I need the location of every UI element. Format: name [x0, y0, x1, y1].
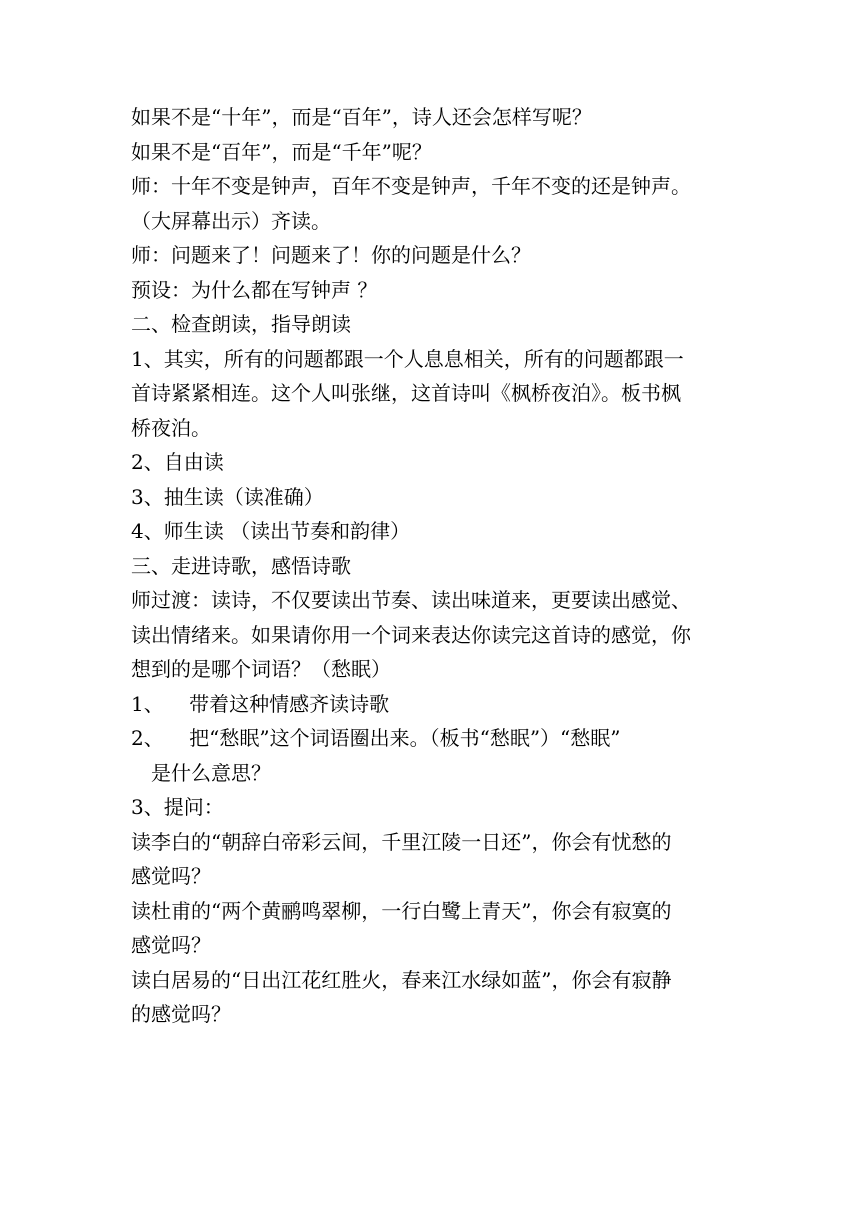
text-line: 师：十年不变是钟声，百年不变是钟声，千年不变的还是钟声。 [131, 174, 691, 198]
text-line: 师过渡：读诗，不仅要读出节奏、读出味道来，更要读出感觉、 [131, 588, 691, 612]
text-line: 2、 把“愁眠”这个词语圈出来。（板书“愁眠”）“愁眠” [131, 726, 621, 750]
text-line: 的感觉吗？ [131, 1002, 231, 1026]
text-line: 读杜甫的“两个黄鹂鸣翠柳，一行白鹭上青天”，你会有寂寞的 [131, 898, 672, 923]
text-line: 是什么意思？ [151, 760, 271, 785]
text-line: 首诗紧紧相连。这个人叫张继，这首诗叫《枫桥夜泊》。板书枫 [131, 381, 681, 405]
text-line: 1、 带着这种情感齐读诗歌 [131, 691, 390, 716]
section-heading: 三、走进诗歌，感悟诗歌 [131, 553, 351, 578]
text-line: 感觉吗？ [131, 864, 211, 888]
text-line: 3、抽生读（读准确） [131, 484, 324, 509]
text-line: 感觉吗？ [131, 933, 211, 957]
section-heading: 二、检查朗读，指导朗读 [131, 312, 351, 336]
text-line: 师：问题来了！问题来了！你的问题是什么？ [131, 243, 531, 267]
text-line: 如果不是“百年”，而是“千年”呢？ [131, 139, 432, 164]
text-line: 1、其实，所有的问题都跟一个人息息相关，所有的问题都跟一 [131, 346, 684, 371]
text-line: 想到的是哪个词语？（愁眠） [131, 657, 391, 681]
text-line: 读出情绪来。如果请你用一个词来表达你读完这首诗的感觉，你 [131, 622, 691, 647]
text-line: （大屏幕出示）齐读。 [131, 208, 331, 233]
document-body [131, 100, 731, 1032]
text-line: 读白居易的“日出江花红胜火，春来江水绿如蓝”，你会有寂静 [131, 967, 672, 992]
text-line: 读李白的“朝辞白帝彩云间，千里江陵一日还”，你会有忧愁的 [131, 829, 672, 854]
text-line: 如果不是“十年”，而是“百年”，诗人还会怎样写呢？ [131, 105, 592, 129]
text-line: 3、提问： [131, 795, 224, 819]
text-line: 桥夜泊。 [131, 415, 211, 440]
text-line: 预设：为什么都在写钟声 ？ [131, 277, 378, 302]
text-line: 4、师生读 （读出节奏和韵律） [131, 519, 411, 543]
text-line: 2、自由读 [131, 450, 224, 474]
